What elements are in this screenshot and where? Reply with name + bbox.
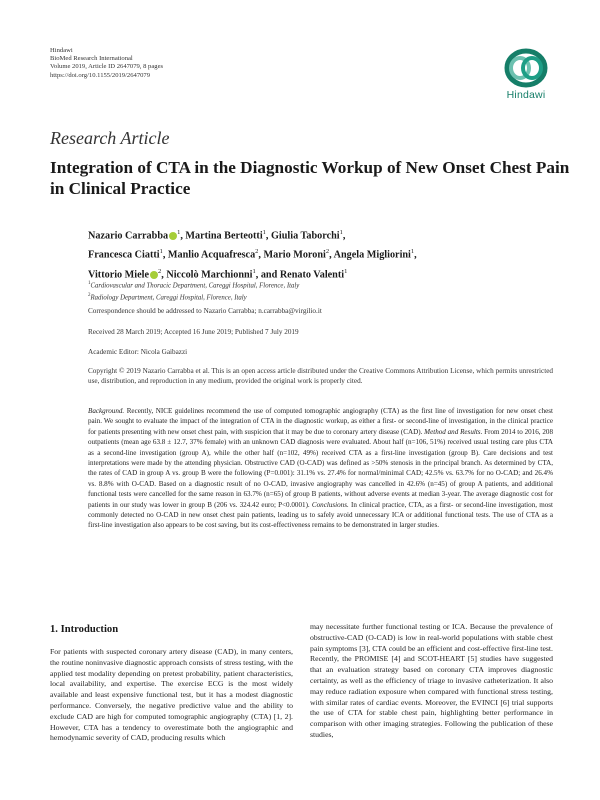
academic-editor: Academic Editor: Nicola Gaibazzi — [88, 348, 188, 356]
intro-right-column: may necessitate further functional testing or ICA. Because the prevalence of obstructive-CAD (O-CAD) is low in real-world populations with stable chest pain symptoms [3], CTA could be an efficient and cost-effective first-line test. Recently, the PROMISE [4] and SCOT-HEART [5] studies have suggested that an evaluation strategy based on coronary CTA improves diagnostic certainty, as well as the efficiency of triage to invasive catheterization. It also may reduce radiation exposure when compared with functional stress testing, with similar rates of cardiac events. Moreover, the EVINCI [6] trial supports the use of CTA for stable chest pain, highlighting better performance in comparison with other imaging strategies. Following the publication of these studies, — [310, 622, 553, 739]
hindawi-logo — [500, 48, 552, 101]
author-affiliation-marker: 2 — [158, 267, 162, 275]
section-heading-introduction: 1. Introduction — [50, 624, 119, 635]
author-affiliation-marker: 1 — [159, 248, 163, 256]
abstract — [88, 406, 553, 531]
doi-link[interactable]: https://doi.org/10.1155/2019/2647079 — [50, 71, 151, 79]
affiliation — [88, 279, 299, 291]
affiliation — [88, 291, 299, 303]
author-name: Niccolò Marchionni — [166, 269, 253, 281]
author-separator: , — [265, 230, 271, 242]
intro-left-column: For patients with suspected coronary artery disease (CAD), in many centers, the routine noninvasive diagnostic approach consists of stress testing, with the applied test modality depending on pretest probability, patient characteristics, local availability, and expertise. The exercise ECG is the most widely available and least expensive functional test, but it has a modest diagnostic performance. Conversely, the negative predictive value and the ability to exclude CAD are high for computed tomographic angiography (CTA) [1, 2]. However, CTA has a tendency to overestimate both the angiographic and hemodynamic severity of CAD, producing results which — [50, 647, 293, 743]
author-affiliation-marker: 2 — [255, 248, 259, 256]
journal-meta — [50, 47, 163, 80]
affiliation-number: 2 — [88, 293, 91, 299]
author-list — [88, 225, 558, 283]
author-affiliation-marker: 1 — [344, 267, 348, 275]
publisher-name: Hindawi — [50, 47, 73, 54]
author-affiliation-marker: 1 — [410, 248, 415, 256]
author-name: Renato Valenti — [279, 269, 345, 281]
author-separator: , — [162, 249, 168, 261]
abstract-methods-label: Method and Results. — [424, 427, 483, 436]
volume-line: Volume 2019, Article ID 2647079, 8 pages — [50, 63, 164, 71]
author-affiliation-marker: 1 — [252, 267, 256, 275]
author-name: Mario Moroni — [263, 249, 326, 261]
affiliation-number: 1 — [88, 281, 91, 286]
author-separator: , and — [255, 269, 280, 281]
affiliation-text: Radiology Department, Careggi Hospital, Florence, Italy — [90, 294, 247, 302]
author-separator: , — [414, 249, 417, 261]
abstract-methods-text: From 2014 to 2016, 208 outpatients (mean age 63.8 ± 12.7, 37% female) with an unknown CAD diagnosis were evaluated. About half (n=106, 51%) received usual testing care plus CTA as a second-line investigation (group A), while the other half (n=102, 49%) received CTA as a first-line investigation (group B). Care decisions and test interpretations were made by the attending physician. Obstructive CAD (O-CAD) was defined as >50% stenosis in the principal branch. As determined by CTA, the rates of CAD in group A vs. group B were the following (P=0.001): 31.1% vs. 27.4% for normal/minimal CAD; 42.5% vs. 63.7% for no O-CAD; and 26.4% vs. 8.8% with O-CAD. Based on a diagnostic result of no O-CAD, invasive angiography was cancelled in 42.6% (n=45) of group A patients, and additional functional tests were cancelled for the same reason in 63.7% (n=65) of group B patients, without adverse events at median 3-year. The average diagnostic cost for patients in our study was lower in group B (206 vs. 324.42 euro; P<0.0001). — [88, 427, 554, 509]
author-name: Giulia Taborchi — [271, 230, 340, 242]
author-separator: , — [329, 249, 334, 261]
author-affiliation-marker: 1 — [177, 229, 181, 236]
author-name: Martina Berteotti — [185, 230, 263, 242]
author-affiliation-marker: 1 — [262, 229, 266, 236]
author-affiliation-marker: 2 — [325, 248, 330, 256]
author-name: Francesca Ciatti — [88, 249, 160, 261]
copyright-notice: Copyright © 2019 Nazario Carrabba et al. This is an open access article distributed under the Creative Commons Attribution License, which permits unrestricted use, distribution, and reproduction in any medium, provided the original work is properly cited. — [88, 367, 553, 386]
author-affiliation-marker: 1 — [339, 229, 343, 236]
abstract-conclusions-text: In clinical practice, CTA, as a first- or second-line investigation, most commonly detected no O-CAD in new onset chest pain patients, leading us to safely avoid unnecessary ICA or additional functional tests. The use of CTA as a first-line investigation also appears to be cost saving, but its cost-effectiveness remains to be demonstrated in larger studies. — [88, 500, 553, 530]
author-name: Vittorio Miele — [88, 269, 150, 281]
author-name: Nazario Carrabba — [88, 230, 169, 242]
correspondence: Correspondence should be addressed to Nazario Carrabba; n.carrabba@virgilio.it — [88, 307, 322, 315]
abstract-background-label: Background. — [88, 407, 125, 415]
author-separator: , — [258, 249, 264, 261]
affiliation-text: Cardiovascular and Thoracic Department, Careggi Hospital, Florence, Italy — [90, 282, 300, 290]
author-name: Angela Migliorini — [333, 249, 411, 261]
author-separator: , — [180, 230, 186, 242]
abstract-conclusions-label: Conclusions. — [311, 500, 349, 509]
orcid-icon[interactable] — [169, 232, 177, 240]
author-separator: , — [342, 230, 346, 242]
orcid-icon[interactable] — [150, 271, 158, 279]
paper-title: Integration of CTA in the Diagnostic Workup of New Onset Chest Pain in Clinical Practice — [50, 158, 570, 198]
article-type: Research Article — [50, 128, 170, 148]
author-separator: , — [161, 269, 167, 281]
logo-wordmark: Hindawi — [506, 89, 546, 101]
journal-name: BioMed Research International — [50, 55, 133, 63]
publication-dates: Received 28 March 2019; Accepted 16 June 2019; Published 7 July 2019 — [88, 328, 299, 336]
author-name: Manlio Acquafresca — [167, 249, 256, 261]
affiliation-list — [88, 279, 299, 304]
hindawi-logo-icon — [504, 48, 548, 88]
abstract-background-text: Recently, NICE guidelines recommend the use of computed tomographic angiography (CTA) as the first line of investigation for new onset chest pain. We sought to evaluate the impact of the integration of CTA in the diagnostic workup, as either a first- or second-line of investigation, in the clinical practice for patients presenting with new onset chest pain, with suspicion that it may be due to coronary artery disease (CAD). — [88, 407, 553, 436]
